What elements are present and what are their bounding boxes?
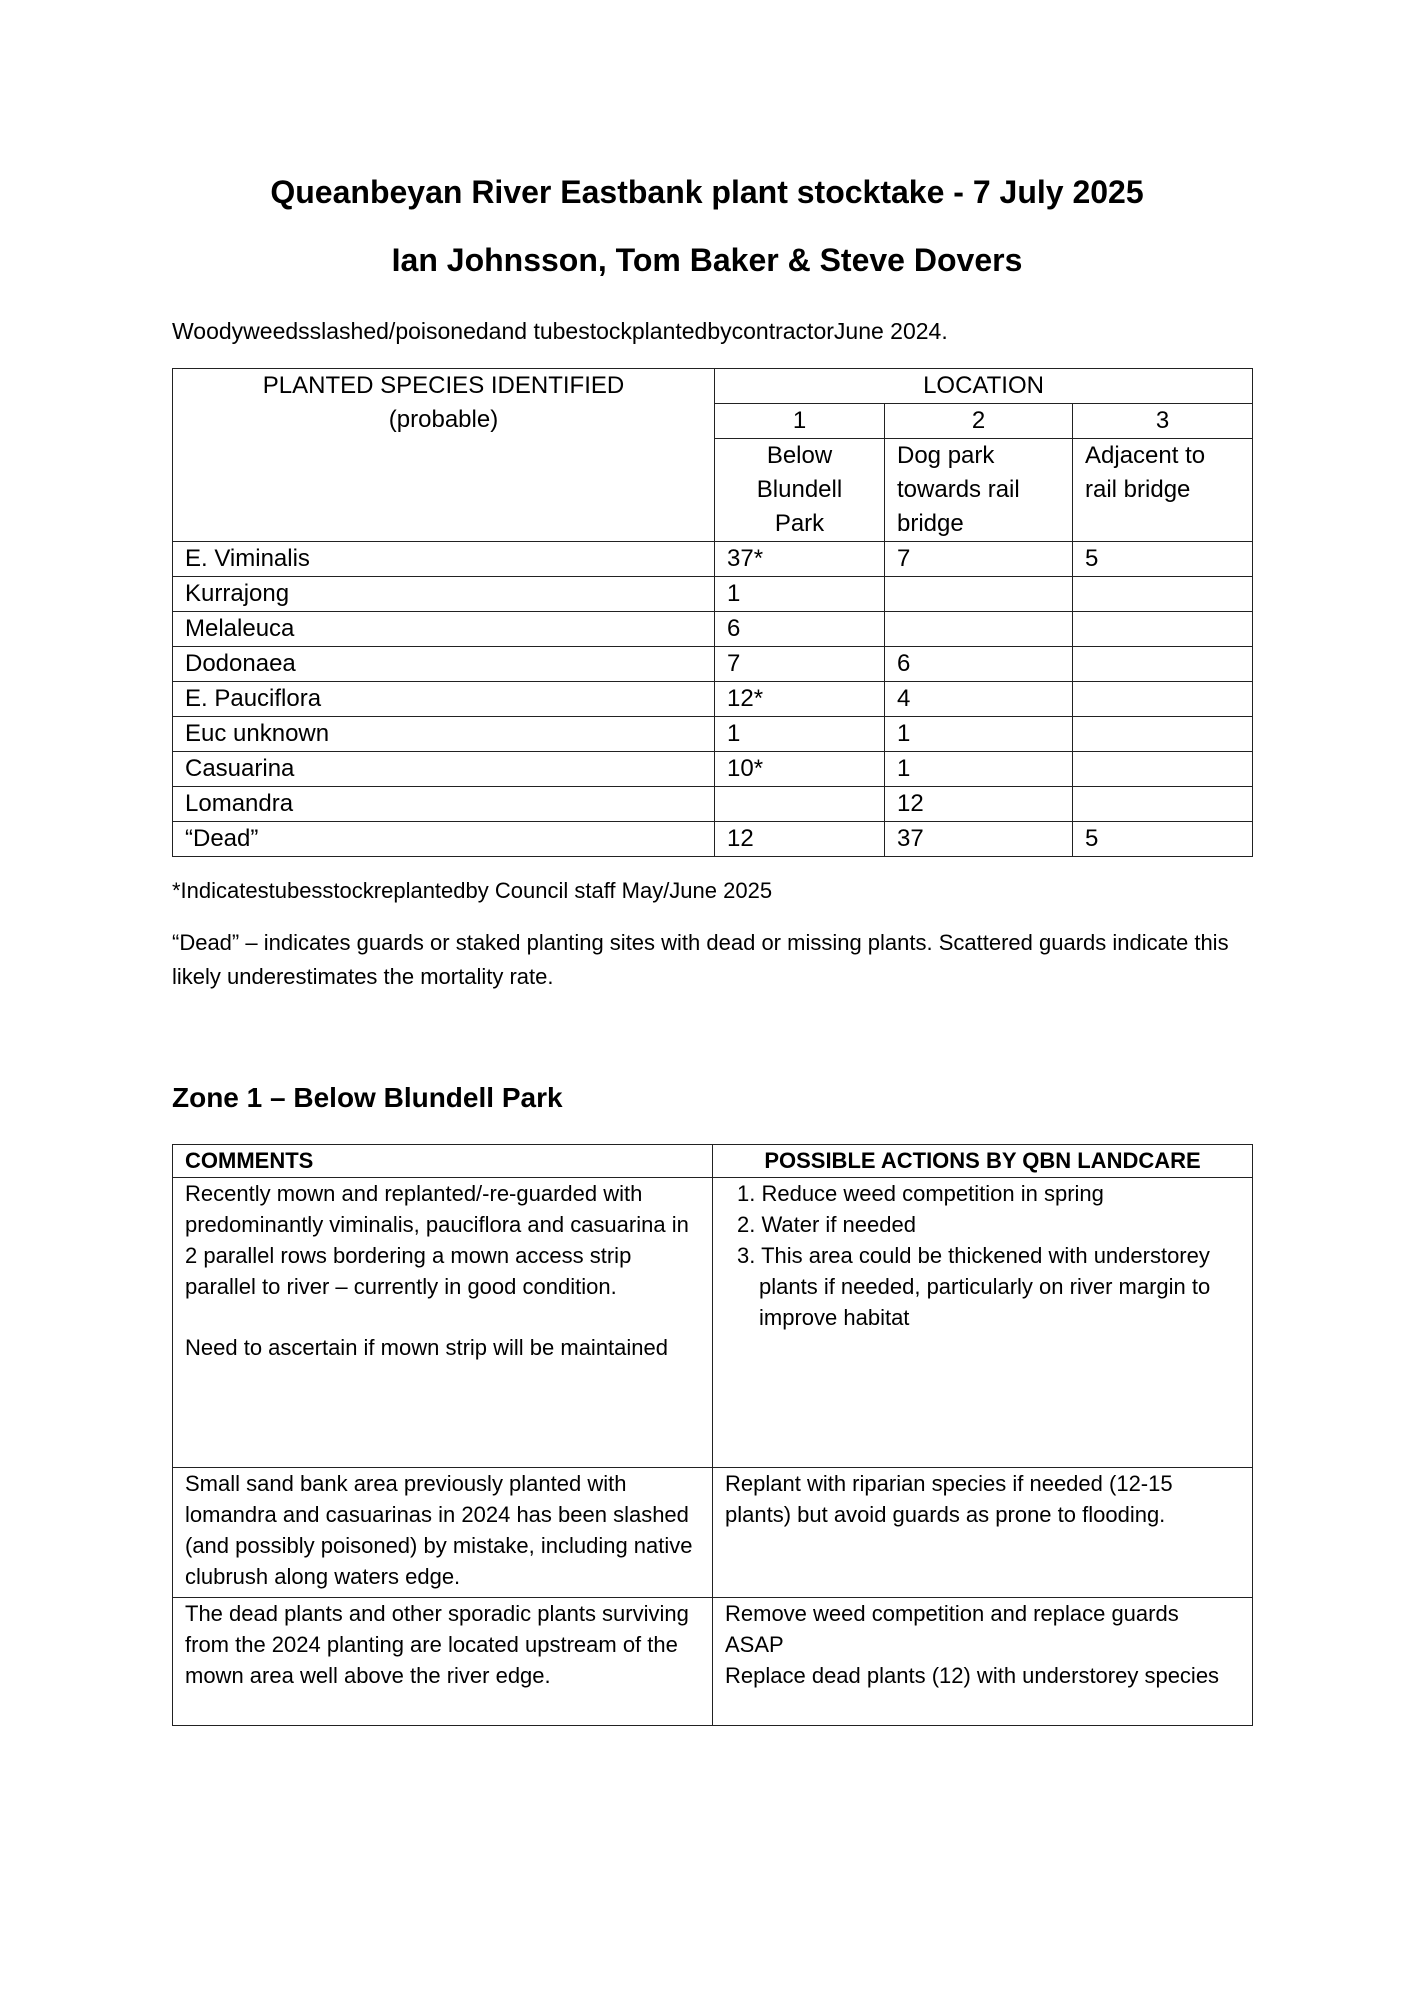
comment-text: Recently mown and replanted/-re-guarded with predominantly viminalis, pauciflora and casuarina in 2 parallel rows bordering a mown access strip parallel to river – currently in good condition. bbox=[185, 1181, 689, 1299]
count-location-1: 1 bbox=[715, 717, 885, 752]
species-header-row bbox=[173, 369, 1253, 404]
replant-footnote: *Indicatestubesstockreplantedby Council staff May/June 2025 bbox=[172, 878, 773, 903]
location-number-1: 1 bbox=[715, 404, 885, 439]
species-name: Kurrajong bbox=[173, 577, 715, 612]
list-item: 1. Reduce weed competition in spring bbox=[737, 1181, 1104, 1206]
location-name-1: Below Blundell Park bbox=[715, 439, 885, 542]
count-location-3 bbox=[1073, 787, 1253, 822]
table-row bbox=[173, 787, 1253, 822]
table-row bbox=[173, 612, 1253, 647]
table-row bbox=[173, 647, 1253, 682]
count-location-1 bbox=[715, 787, 885, 822]
list-item: 2. Water if needed bbox=[737, 1212, 916, 1237]
action-text: Replace dead plants (12) with understorey species bbox=[725, 1663, 1220, 1688]
actions-list bbox=[725, 1178, 1242, 1333]
species-name: Dodonaea bbox=[173, 647, 715, 682]
species-name: Lomandra bbox=[173, 787, 715, 822]
count-location-1: 1 bbox=[715, 577, 885, 612]
count-location-2: 37 bbox=[885, 822, 1073, 857]
species-subheader: (probable) bbox=[388, 406, 499, 433]
count-location-3 bbox=[1073, 752, 1253, 787]
species-name: Euc unknown bbox=[173, 717, 715, 752]
count-location-3 bbox=[1073, 647, 1253, 682]
page-title: Queanbeyan River Eastbank plant stocktake - 7 July 2025 bbox=[270, 174, 1144, 210]
table-row bbox=[173, 822, 1253, 857]
count-location-2: 4 bbox=[885, 682, 1073, 717]
comment-cell bbox=[173, 1178, 713, 1468]
count-location-2: 12 bbox=[885, 787, 1073, 822]
table-row bbox=[173, 717, 1253, 752]
species-header-cell bbox=[173, 369, 715, 542]
species-name: E. Viminalis bbox=[173, 542, 715, 577]
count-location-1: 7 bbox=[715, 647, 885, 682]
count-location-1: 6 bbox=[715, 612, 885, 647]
count-location-2: 6 bbox=[885, 647, 1073, 682]
species-name: “Dead” bbox=[173, 822, 715, 857]
comment-text: The dead plants and other sporadic plants surviving from the 2024 planting are located upstream of the mown area well above the river edge. bbox=[173, 1598, 713, 1726]
count-location-2 bbox=[885, 612, 1073, 647]
table-row bbox=[173, 577, 1253, 612]
table-row bbox=[173, 1178, 1253, 1468]
intro-text: Woodyweedsslashed/poisonedand tubestockplantedbycontractorJune 2024. bbox=[172, 318, 948, 344]
action-text: Remove weed competition and replace guards ASAP bbox=[725, 1601, 1179, 1657]
count-location-3 bbox=[1073, 682, 1253, 717]
count-location-1: 10* bbox=[715, 752, 885, 787]
species-name: Casuarina bbox=[173, 752, 715, 787]
count-location-2: 1 bbox=[885, 752, 1073, 787]
species-table bbox=[172, 368, 1253, 857]
count-location-2: 1 bbox=[885, 717, 1073, 752]
location-number-2: 2 bbox=[885, 404, 1073, 439]
comments-header-row bbox=[173, 1145, 1253, 1178]
count-location-1: 12 bbox=[715, 822, 885, 857]
count-location-2: 7 bbox=[885, 542, 1073, 577]
actions-header: POSSIBLE ACTIONS BY QBN LANDCARE bbox=[713, 1145, 1253, 1178]
count-location-1: 37* bbox=[715, 542, 885, 577]
species-name: E. Pauciflora bbox=[173, 682, 715, 717]
comments-header: COMMENTS bbox=[173, 1145, 713, 1178]
location-header: LOCATION bbox=[715, 369, 1253, 404]
count-location-3 bbox=[1073, 577, 1253, 612]
action-text: Replant with riparian species if needed (12-15 plants) but avoid guards as prone to flooding. bbox=[713, 1468, 1253, 1598]
count-location-3: 5 bbox=[1073, 822, 1253, 857]
table-row bbox=[173, 682, 1253, 717]
dead-footnote: “Dead” – indicates guards or staked planting sites with dead or missing plants. Scattered guards indicate this likely underestimates the mortality rate. bbox=[172, 930, 1229, 989]
location-number-3: 3 bbox=[1073, 404, 1253, 439]
actions-cell bbox=[713, 1178, 1253, 1468]
count-location-3: 5 bbox=[1073, 542, 1253, 577]
species-name: Melaleuca bbox=[173, 612, 715, 647]
count-location-1: 12* bbox=[715, 682, 885, 717]
comments-table bbox=[172, 1144, 1253, 1726]
count-location-3 bbox=[1073, 717, 1253, 752]
table-row bbox=[173, 1468, 1253, 1598]
actions-cell bbox=[713, 1598, 1253, 1726]
table-row bbox=[173, 752, 1253, 787]
zone-heading: Zone 1 – Below Blundell Park bbox=[172, 1082, 563, 1113]
table-row bbox=[173, 542, 1253, 577]
location-name-2: Dog park towards rail bridge bbox=[885, 439, 1073, 542]
authors-heading: Ian Johnsson, Tom Baker & Steve Dovers bbox=[391, 242, 1023, 278]
comment-text: Small sand bank area previously planted with lomandra and casuarinas in 2024 has been slashed (and possibly poisoned) by mistake, including native clubrush along waters edge. bbox=[173, 1468, 713, 1598]
count-location-2 bbox=[885, 577, 1073, 612]
count-location-3 bbox=[1073, 612, 1253, 647]
comment-text: Need to ascertain if mown strip will be maintained bbox=[185, 1335, 669, 1360]
species-header: PLANTED SPECIES IDENTIFIED bbox=[262, 372, 625, 399]
table-row bbox=[173, 1598, 1253, 1726]
location-name-3: Adjacent to rail bridge bbox=[1073, 439, 1253, 542]
list-item: 3. This area could be thickened with understorey plants if needed, particularly on river margin to improve habitat bbox=[737, 1243, 1211, 1330]
